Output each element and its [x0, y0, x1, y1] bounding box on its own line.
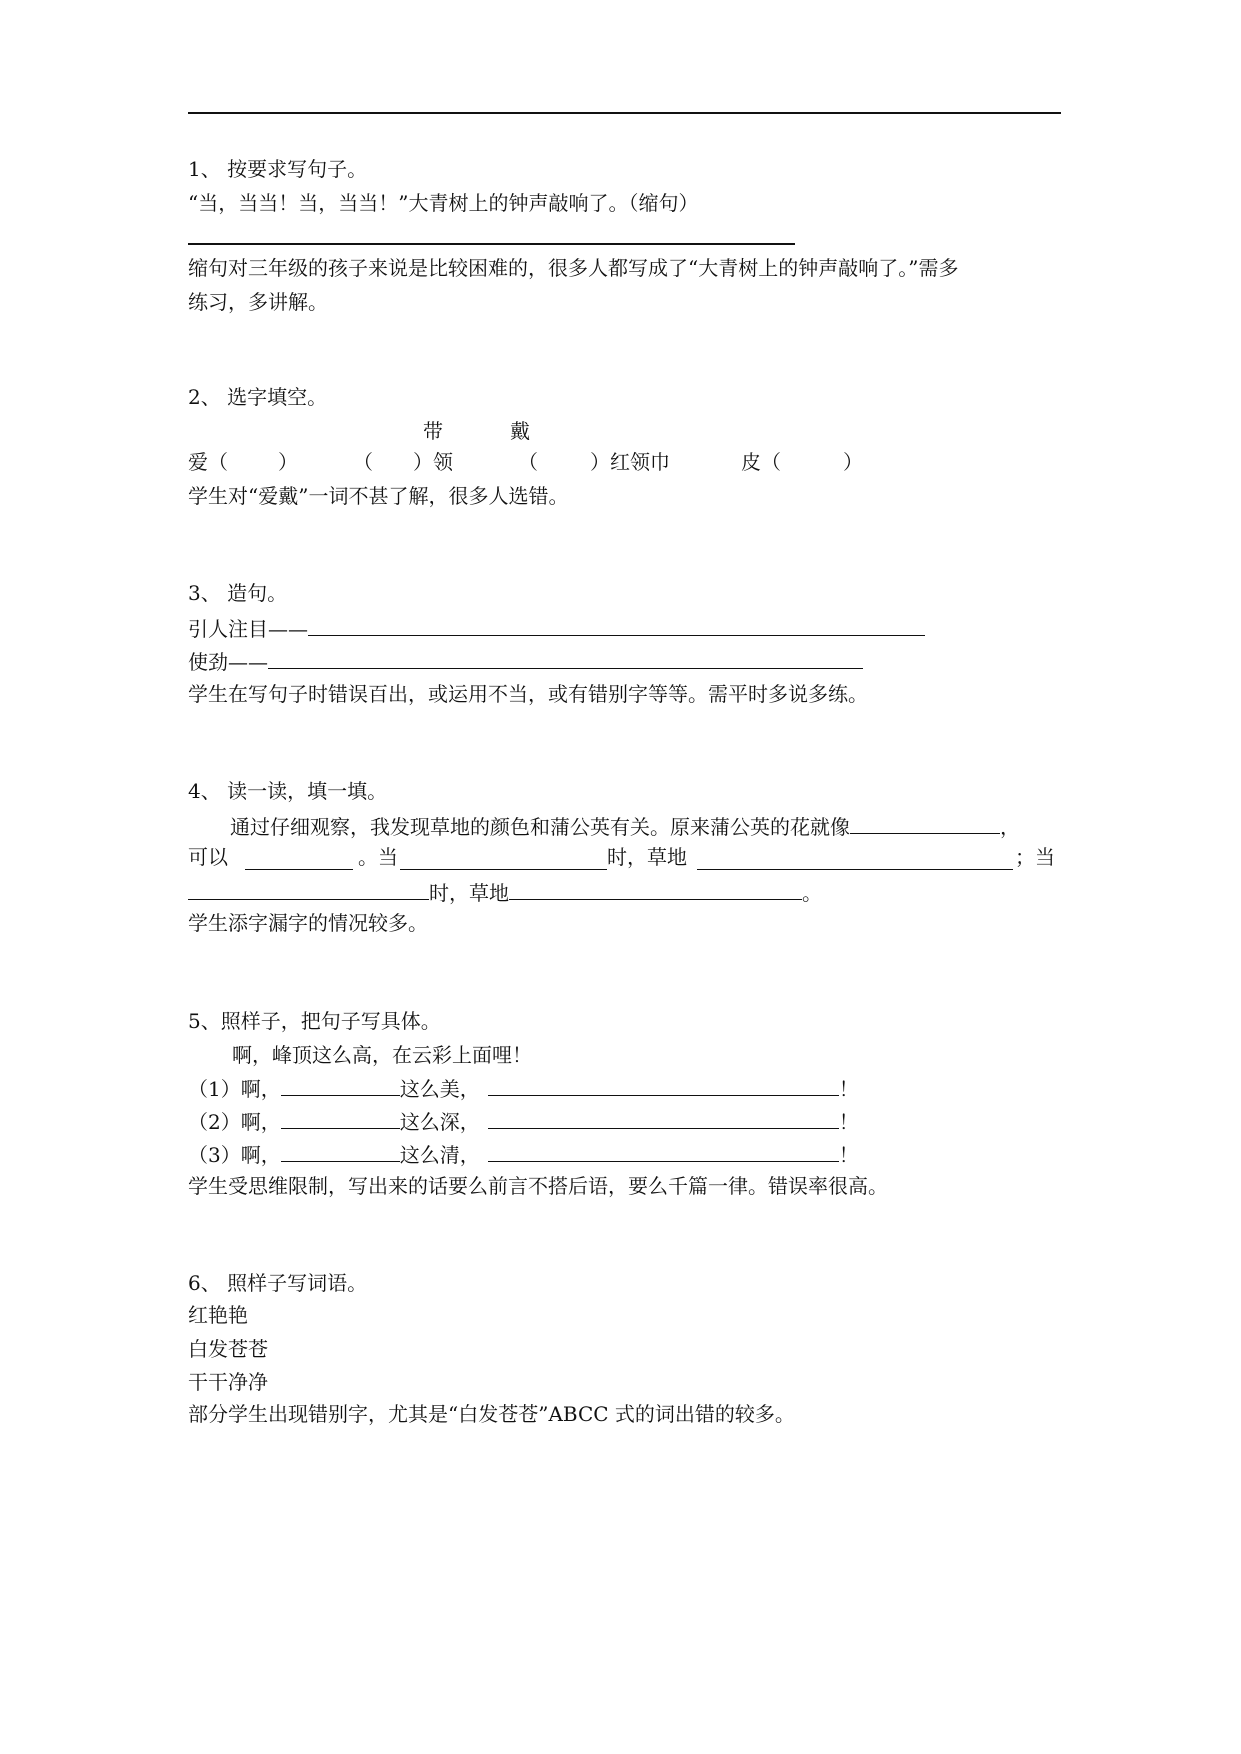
q4-text: 时，草地: [429, 881, 509, 905]
q2-options: [0, 415, 1241, 447]
q5-blank-b[interactable]: [488, 1137, 839, 1162]
q2-item-text: ）领: [413, 450, 453, 474]
q4-line-3: [188, 875, 822, 907]
q5-mid: 这么深，: [399, 1110, 480, 1134]
q1-note-2: 练习，多讲解。: [188, 290, 328, 314]
q4-text: ；当: [1015, 845, 1055, 869]
q3-row-2: [188, 644, 863, 676]
q4-text: 时，草地: [607, 845, 687, 869]
q1-sentence: “当，当当！当，当当！”大青树上的钟声敲响了。（缩句）: [188, 191, 699, 215]
q3-answer-2[interactable]: [268, 644, 863, 669]
q5-mid: 这么美，: [399, 1077, 480, 1101]
q6-word: 红艳艳: [188, 1303, 248, 1327]
q4-text: 。当: [358, 845, 398, 869]
q2-option-1: 带: [423, 419, 443, 443]
q4-blank-4[interactable]: [697, 845, 1013, 870]
q2-item-text: ）: [278, 450, 298, 474]
q2-note: 学生对“爱戴”一词不甚了解，很多人选错。: [188, 484, 569, 508]
q5-blank-a[interactable]: [281, 1071, 400, 1096]
q4-text: ，: [1000, 815, 1020, 839]
q5-prefix: （2）啊，: [188, 1110, 281, 1134]
q5-end: ！: [838, 1110, 859, 1134]
q3-prompt-2: 使劲——: [188, 650, 268, 674]
q2-item-text: 爱（: [188, 450, 228, 474]
q1-title: 1、 按要求写句子。: [188, 157, 368, 181]
q5-blank-b[interactable]: [488, 1104, 839, 1129]
q3-note: 学生在写句子时错误百出，或运用不当，或有错别字等等。需平时多说多练。: [188, 682, 868, 706]
q4-text: 可以: [188, 845, 228, 869]
q5-row: [188, 1137, 859, 1169]
q2-item-text: （: [353, 450, 373, 474]
q5-row: [188, 1104, 859, 1136]
q3-row-1: [188, 611, 925, 643]
q5-end: ！: [838, 1077, 859, 1101]
q5-blank-a[interactable]: [281, 1137, 400, 1162]
q1-note-1: 缩句对三年级的孩子来说是比较困难的，很多人都写成了“大青树上的钟声敲响了。”需多: [188, 256, 959, 280]
q3-prompt-1: 引人注目——: [188, 617, 308, 641]
q2-title: 2、 选字填空。: [188, 385, 328, 409]
q6-word: 干干净净: [188, 1370, 268, 1394]
q5-note: 学生受思维限制，写出来的话要么前言不搭后语，要么千篇一律。错误率很高。: [188, 1174, 888, 1198]
q5-blank-b[interactable]: [488, 1071, 839, 1096]
q4-blank-5[interactable]: [188, 875, 429, 900]
q2-item-text: ）: [843, 450, 863, 474]
q6-word: 白发苍苍: [188, 1337, 268, 1361]
q2-item-text: （: [518, 450, 538, 474]
q6-title: 6、 照样子写词语。: [188, 1271, 368, 1295]
q5-mid: 这么清，: [399, 1143, 480, 1167]
q5-row: [188, 1071, 859, 1103]
q1-answer-line[interactable]: [188, 243, 795, 245]
q5-blank-a[interactable]: [281, 1104, 400, 1129]
q2-option-2: 戴: [510, 419, 530, 443]
q5-title: 5、照样子，把句子写具体。: [188, 1009, 441, 1033]
header-rule: [188, 112, 1061, 114]
q3-title: 3、 造句。: [188, 581, 288, 605]
q3-answer-1[interactable]: [308, 611, 925, 636]
q4-line-2: [0, 841, 1241, 873]
q4-blank-2[interactable]: [245, 845, 353, 870]
q5-prefix: （1）啊，: [188, 1077, 281, 1101]
q4-note: 学生添字漏字的情况较多。: [188, 911, 428, 935]
q2-item-text: 皮（: [741, 450, 781, 474]
q4-blank-6[interactable]: [509, 875, 802, 900]
q4-blank-3[interactable]: [400, 845, 607, 870]
q4-text: 。: [802, 881, 822, 905]
q6-note: 部分学生出现错别字，尤其是“白发苍苍”ABCC 式的词出错的较多。: [188, 1402, 795, 1426]
q4-text: 通过仔细观察，我发现草地的颜色和蒲公英有关。原来蒲公英的花就像: [230, 815, 850, 839]
q5-example: 啊，峰顶这么高，在云彩上面哩！: [232, 1043, 532, 1067]
q2-item-text: ）红领巾: [590, 450, 670, 474]
q5-prefix: （3）啊，: [188, 1143, 281, 1167]
q2-items: [0, 446, 1241, 478]
q4-blank-1[interactable]: [850, 809, 1000, 834]
q4-line-1: [230, 809, 1020, 841]
q4-title: 4、 读一读，填一填。: [188, 779, 388, 803]
q5-end: ！: [838, 1143, 859, 1167]
